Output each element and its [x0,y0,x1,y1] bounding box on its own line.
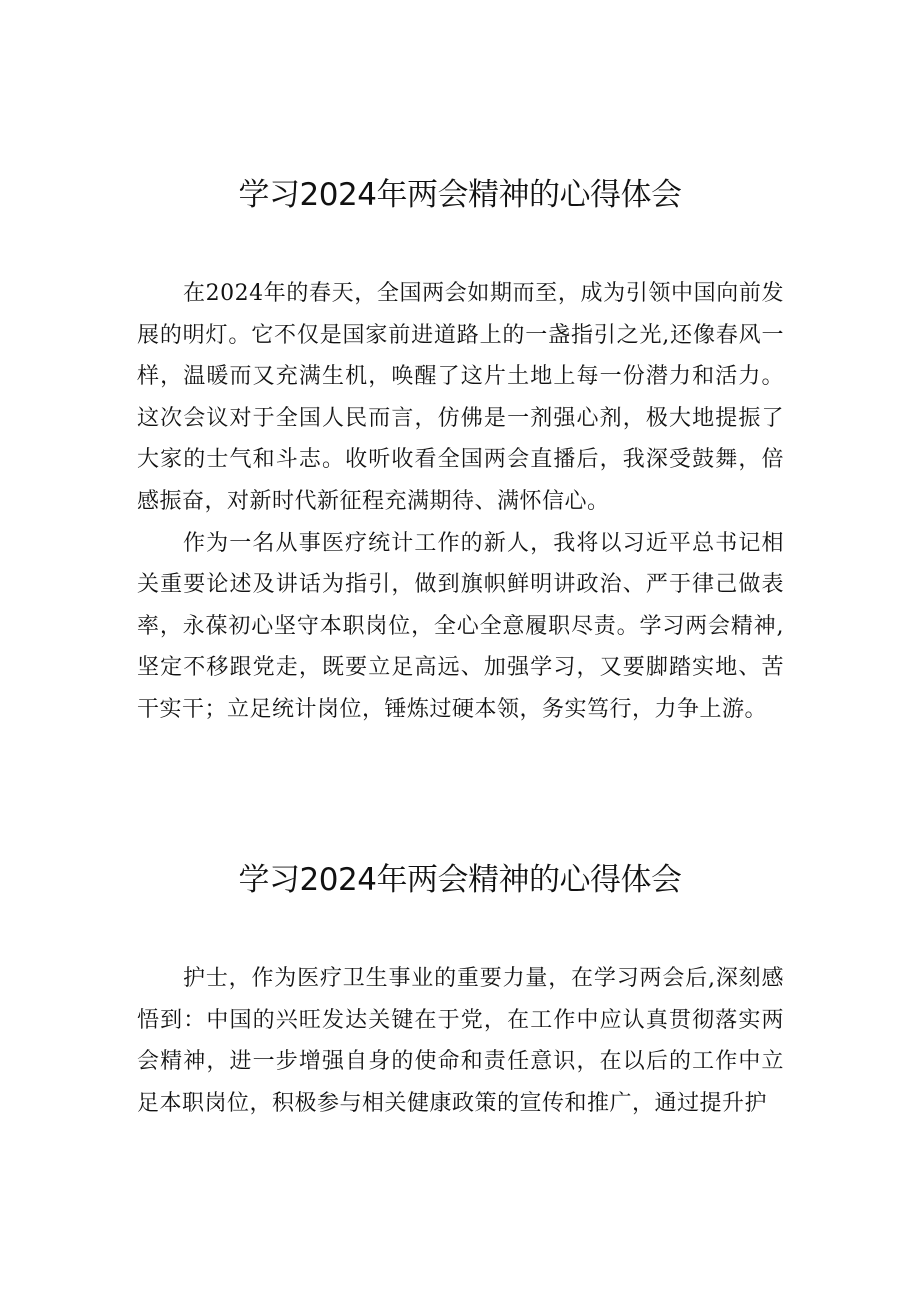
essay-title: 学习2024年两会精神的心得体会 [238,862,682,898]
essay-title: 学习2024年两会精神的心得体会 [238,177,682,213]
paragraph: 护士，作为医疗卫生事业的重要力量，在学习两会后,深刻感悟到：中国的兴旺发达关键在于党，在工作中应认真贯彻落实两会精神，进一步增强自身的使命和责任意识，在以后的工作中立足本职岗位，积极参与相关健康政策的宣传和推广，通过提升护 [137,966,784,1116]
essay-section-2 [0,860,920,1116]
essay-body [0,958,920,1124]
essay-body [0,273,920,731]
essay-section-1 [0,175,920,722]
paragraph: 作为一名从事医疗统计工作的新人，我将以习近平总书记相关重要论述及讲话为指引，做到旗帜鲜明讲政治、严于律己做表率，永葆初心坚守本职岗位，全心全意履职尽责。学习两会精神,坚定不移跟党走，既要立足高远、加强学习，又要脚踏实地、苦干实干；立足统计岗位，锤炼过硬本领，务实笃行，力争上游。 [137,530,784,722]
paragraph: 在2024年的春天，全国两会如期而至，成为引领中国向前发展的明灯。它不仅是国家前进道路上的一盏指引之光,还像春风一样，温暖而又充满生机，唤醒了这片土地上每一份潜力和活力。这次会议对于全国人民而言，仿佛是一剂强心剂，极大地提振了大家的士气和斗志。收听收看全国两会直播后，我深受鼓舞，倍感振奋，对新时代新征程充满期待、满怀信心。 [137,281,784,514]
